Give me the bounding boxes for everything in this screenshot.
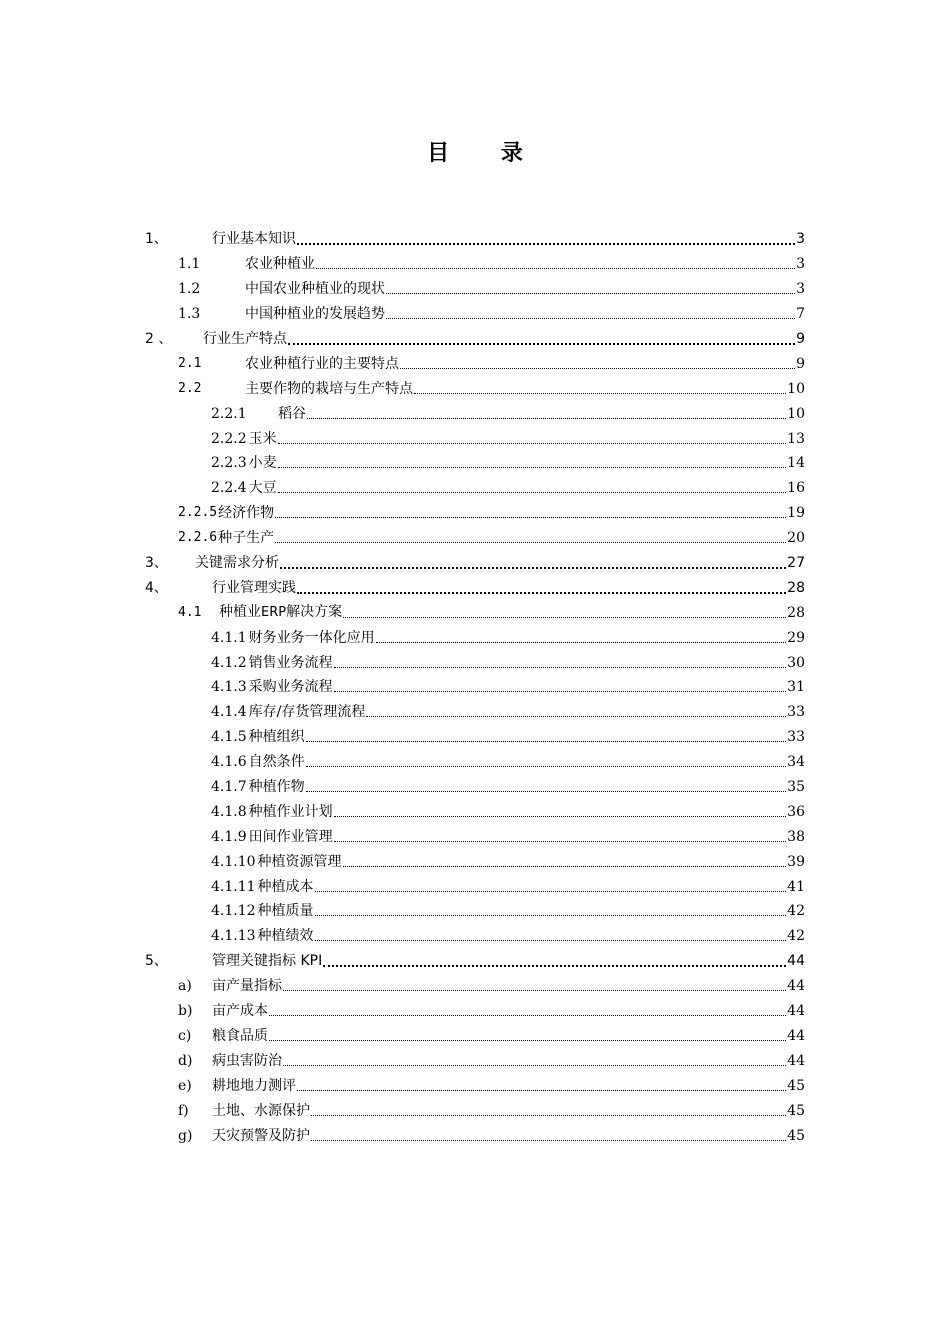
toc-entry[interactable] [0,799,950,824]
toc-entry-label: 关键需求分析 [195,555,279,572]
toc-entry-label: 种植作业计划 [248,803,333,820]
toc-entry-page: 34 [787,754,805,771]
toc-leader-dots [275,528,786,548]
toc-entry-number: 2.2.2 [211,430,247,447]
toc-entry[interactable] [0,650,950,675]
toc-entry-label: 农业种植行业的主要特点 [245,355,399,372]
toc-entry-label: 种植作物 [248,779,305,796]
toc-entry-page: 35 [787,779,805,796]
toc-leader-dots [275,503,786,523]
toc-entry-label: 种子生产 [218,530,275,547]
toc-entry-number: 1、 [145,231,168,248]
toc-entry-label: 小麦 [248,455,277,472]
toc-entry-label: 天灾预警及防护 [212,1127,310,1144]
toc-entry[interactable] [0,476,950,501]
toc-entry-number: 2 、 [145,331,173,347]
toc-entry-label: 采购业务流程 [248,679,333,696]
toc-entry-label: 亩产量指标 [212,978,282,995]
toc-entry[interactable] [0,401,950,426]
toc-entry-number: e) [178,1077,192,1094]
toc-leader-dots [343,852,787,872]
toc-leader-dots [414,379,786,399]
toc-leader-dots [306,752,787,772]
toc-entry-label: 主要作物的栽培与生产特点 [245,380,413,397]
toc-leader-dots [280,553,786,573]
toc-entry[interactable] [0,675,950,700]
toc-entry-label: 玉米 [248,430,277,447]
toc-entry-label: 种植绩效 [257,928,314,945]
toc-leader-dots [386,304,795,324]
toc-entry-label-part: ERP [261,605,287,621]
toc-entry[interactable] [0,974,950,999]
toc-entry-page: 44 [787,1027,805,1044]
toc-entry-label: 耕地地力测评 [212,1077,296,1094]
toc-leader-dots [278,478,787,498]
toc-entry[interactable] [0,725,950,750]
toc-entry-page: 19 [787,505,805,522]
toc-entry[interactable] [0,277,950,302]
toc-leader-dots [343,603,786,623]
toc-entry-label: 自然条件 [248,754,305,771]
toc-entry-number: 4.1.6 [211,754,247,771]
toc-entry-page: 33 [787,704,805,721]
toc-entry-label: 种植组织 [248,729,305,746]
toc-entry-number: f) [178,1102,189,1119]
toc-entry-number: g) [178,1127,193,1144]
toc-entry[interactable] [0,1123,950,1148]
toc-leader-dots [306,777,787,797]
toc-entry-number: 2.2.3 [211,455,247,472]
toc-entry[interactable] [0,849,950,874]
toc-entry-label: 行业管理实践 [212,579,296,596]
toc-entry-label: 中国农业种植业的现状 [245,281,385,298]
toc-entry-number: 4.1.4 [211,704,247,721]
toc-entry-page: 14 [787,455,805,472]
toc-entry[interactable] [0,1073,950,1098]
toc-entry-page: 39 [787,853,805,870]
toc-leader-dots [334,653,787,673]
toc-entry-page: 28 [787,604,805,621]
toc-entry-number: 4.1.11 [211,878,256,895]
toc-leader-dots [288,329,795,349]
toc-leader-dots [297,229,795,249]
toc-entry[interactable] [0,575,950,600]
toc-entry-page: 9 [796,331,805,347]
toc-entry-page: 31 [787,679,805,696]
toc-entry-label: 大豆 [248,480,277,497]
toc-entry[interactable] [0,1048,950,1073]
toc-entry-number: 4.1 [178,604,202,620]
toc-entry-number: 4.1.12 [211,903,256,920]
toc-entry-number: 2.1 [178,355,202,371]
toc-entry-page: 44 [787,953,805,970]
toc-entry-number: 4.1.8 [211,803,247,820]
toc-leader-dots [315,901,787,921]
toc-entry-label: 种植资源管理 [257,853,342,870]
toc-leader-dots [306,727,787,747]
toc-leader-dots [316,254,795,274]
table-of-contents [0,227,950,1148]
toc-entry-number: 4.1.1 [211,629,247,646]
toc-entry[interactable] [0,501,950,526]
toc-leader-dots [315,926,787,946]
toc-entry-page: 30 [787,654,805,671]
toc-entry-page: 29 [787,629,805,646]
toc-entry-number: 4.1.10 [211,853,256,870]
toc-entry[interactable] [0,750,950,775]
toc-entry-page: 44 [787,1052,805,1069]
toc-entry-label: 行业基本知识 [212,231,296,248]
toc-entry[interactable] [0,351,950,376]
toc-entry-label: 管理关键指标 KPI [212,953,323,970]
toc-entry[interactable] [0,302,950,327]
toc-entry-page: 45 [787,1077,805,1094]
toc-entry-number: 1.1 [178,256,201,273]
toc-entry-number: a) [178,978,192,995]
toc-entry-page: 44 [787,1003,805,1020]
toc-entry[interactable] [0,327,950,352]
toc-leader-dots [311,1126,786,1146]
toc-entry-label: 中国种植业的发展趋势 [245,306,385,323]
toc-entry[interactable] [0,426,950,451]
toc-entry-number: 2.2.4 [211,480,247,497]
toc-entry-page: 45 [787,1127,805,1144]
toc-entry-label: 亩产成本 [212,1003,268,1020]
toc-leader-dots [311,1101,786,1121]
toc-entry-number: 5、 [145,953,168,970]
toc-entry-label: 财务业务一体化应用 [248,629,375,646]
toc-entry-label: 田间作业管理 [248,828,333,845]
toc-entry-page: 36 [787,803,805,820]
toc-entry[interactable] [0,551,950,576]
toc-entry[interactable] [0,1024,950,1049]
toc-entry-page: 44 [787,978,805,995]
toc-entry-page: 10 [787,405,805,422]
page-title: 目 录 [427,141,545,166]
toc-entry-number: 2.2.1 [211,405,247,422]
toc-entry-label: 土地、水源保护 [212,1102,310,1119]
toc-entry-page: 42 [787,928,805,945]
toc-entry[interactable] [0,625,950,650]
toc-entry-page: 13 [787,430,805,447]
toc-entry-label: 种植质量 [257,903,314,920]
toc-leader-dots [307,404,786,424]
toc-entry-page: 33 [787,729,805,746]
toc-entry-number: 3、 [145,555,168,572]
toc-entry-label-part: 种植业 [219,604,261,621]
toc-leader-dots [334,677,787,697]
toc-entry-label: 稻谷 [278,405,306,422]
toc-entry-page: 10 [787,380,805,397]
toc-entry-number: 2.2 [178,380,202,396]
toc-entry-page: 20 [787,530,805,547]
toc-entry-page: 27 [787,555,805,572]
toc-entry-page: 3 [796,281,805,298]
toc-entry-page: 7 [796,306,805,323]
toc-entry-number: 4、 [145,579,168,596]
toc-entry-number: 2.2.6 [178,530,218,546]
toc-entry[interactable] [0,924,950,949]
toc-entry-label [219,602,342,623]
toc-entry-page: 3 [796,256,805,273]
toc-entry-label: 病虫害防治 [212,1052,282,1069]
toc-entry-number: b) [178,1003,193,1020]
toc-entry[interactable] [0,451,950,476]
toc-entry-label-part: 解决方案 [286,604,343,621]
toc-leader-dots [315,877,787,897]
toc-entry-page: 3 [796,231,805,248]
toc-leader-dots [400,354,795,374]
toc-entry-number: 4.1.9 [211,828,247,845]
toc-entry-label: 行业生产特点 [203,331,287,347]
toc-entry-label: 经济作物 [218,505,275,522]
toc-entry-page: 28 [787,579,805,596]
toc-leader-dots [283,976,786,996]
toc-entry-page: 38 [787,828,805,845]
toc-leader-dots [334,802,787,822]
toc-leader-dots [269,1001,786,1021]
toc-leader-dots [269,1026,786,1046]
toc-entry[interactable] [0,526,950,551]
toc-leader-dots [334,827,787,847]
toc-entry[interactable] [0,227,950,252]
toc-entry-page: 9 [796,355,805,372]
toc-entry-number: 4.1.3 [211,679,247,696]
toc-leader-dots [366,702,786,722]
toc-entry-label: 库存/存货管理流程 [248,704,366,721]
toc-entry-page: 45 [787,1102,805,1119]
toc-leader-dots [297,1076,786,1096]
toc-entry-number: 2.2.5 [178,505,218,521]
toc-entry-label: 农业种植业 [245,256,315,273]
toc-entry-page: 41 [787,878,805,895]
toc-entry-label: 销售业务流程 [248,654,333,671]
toc-entry-page: 16 [787,480,805,497]
toc-leader-dots [283,1051,786,1071]
toc-entry[interactable] [0,899,950,924]
toc-entry-label: 种植成本 [257,878,314,895]
toc-entry[interactable] [0,376,950,401]
toc-entry-page: 42 [787,903,805,920]
toc-entry-number: 4.1.5 [211,729,247,746]
toc-entry-number: 4.1.13 [211,928,256,945]
toc-entry-label: 粮食品质 [212,1027,268,1044]
toc-leader-dots [386,279,795,299]
toc-entry[interactable] [0,874,950,899]
toc-leader-dots [278,453,787,473]
toc-leader-dots [376,628,787,648]
toc-entry[interactable] [0,252,950,277]
toc-entry-number: 4.1.2 [211,654,247,671]
toc-entry-number: d) [178,1052,193,1069]
toc-entry-number: 1.2 [178,281,201,298]
toc-entry[interactable] [0,600,950,625]
toc-leader-dots [278,429,787,449]
toc-entry-number: c) [178,1027,192,1044]
toc-entry[interactable] [0,949,950,974]
toc-entry[interactable] [0,700,950,725]
toc-entry[interactable] [0,775,950,800]
toc-entry[interactable] [0,824,950,849]
toc-entry[interactable] [0,999,950,1024]
toc-entry-number: 1.3 [178,306,201,323]
toc-entry-number: 4.1.7 [211,779,247,796]
toc-leader-dots [323,951,786,971]
toc-entry[interactable] [0,1098,950,1123]
toc-leader-dots [297,578,786,598]
